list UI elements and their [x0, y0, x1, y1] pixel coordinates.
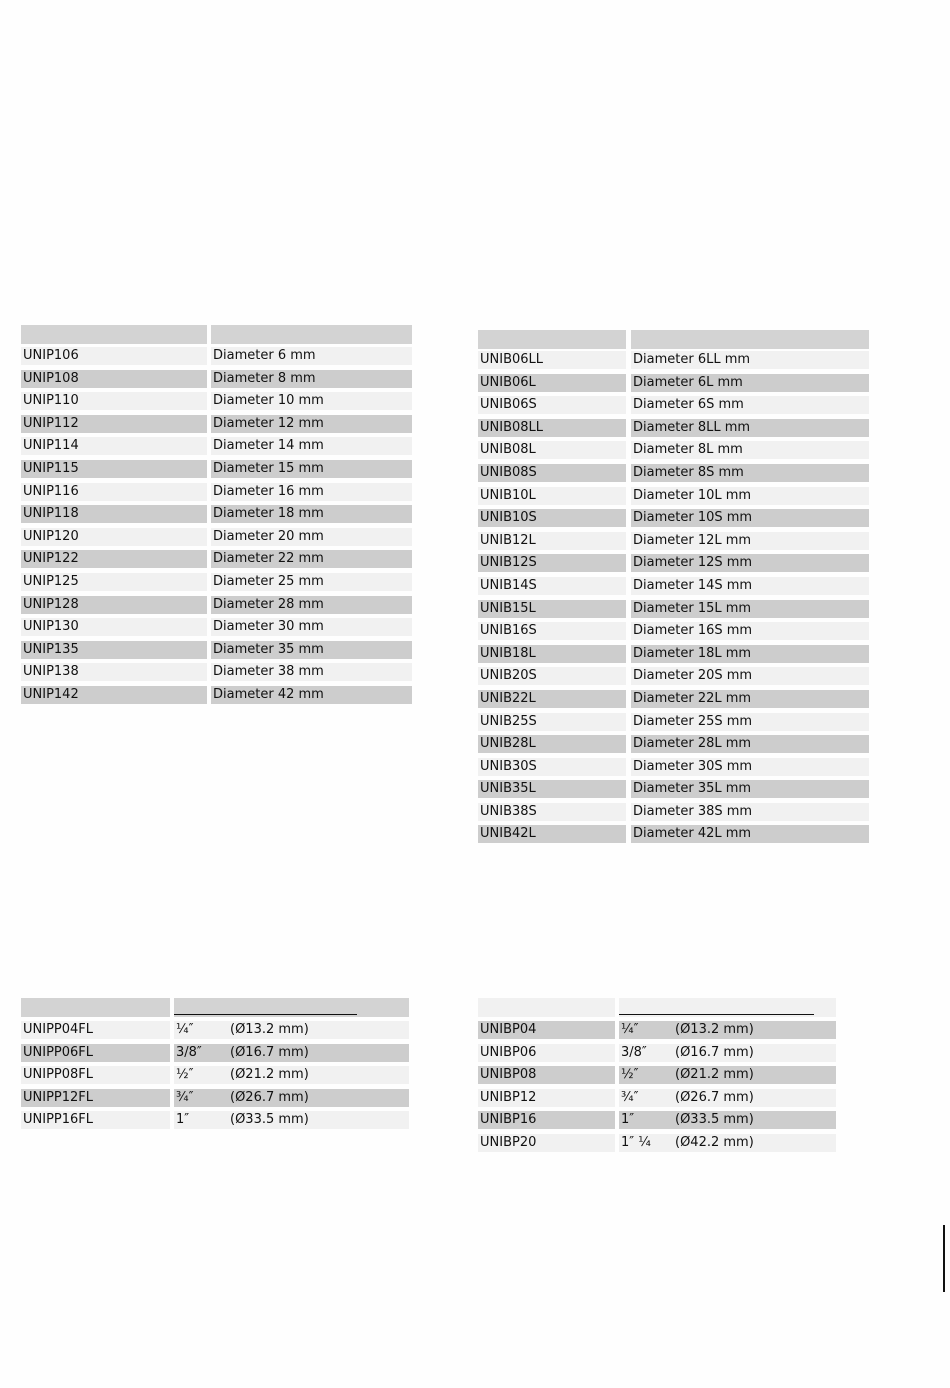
code-cell: UNIB12S	[478, 554, 626, 572]
description-cell: Diameter 42 mm	[211, 686, 412, 704]
description-cell: Diameter 38S mm	[631, 803, 869, 821]
description-cell: Diameter 22 mm	[211, 550, 412, 568]
code-cell: UNIP112	[21, 415, 207, 433]
description-cell: Diameter 35 mm	[211, 641, 412, 659]
size-cell	[619, 1134, 836, 1152]
size-diameter: (Ø21.2 mm)	[230, 1067, 309, 1083]
description-cell: Diameter 8 mm	[211, 370, 412, 388]
size-cell	[174, 1021, 409, 1039]
size-diameter: (Ø13.2 mm)	[230, 1022, 309, 1037]
size-inch: 1″	[621, 1112, 635, 1128]
description-cell: Diameter 20 mm	[211, 528, 412, 546]
size-diameter: (Ø33.5 mm)	[230, 1112, 309, 1128]
code-cell: UNIBP12	[478, 1089, 615, 1107]
code-cell: UNIPP06FL	[21, 1044, 170, 1062]
code-cell: UNIB15L	[478, 600, 626, 618]
description-cell: Diameter 25S mm	[631, 713, 869, 731]
code-cell: UNIP106	[21, 347, 207, 365]
code-cell: UNIPP16FL	[21, 1111, 170, 1129]
code-cell: UNIP114	[21, 437, 207, 455]
description-cell: Diameter 14S mm	[631, 577, 869, 595]
size-inch: ½″	[176, 1067, 194, 1083]
code-cell: UNIB16S	[478, 622, 626, 640]
code-cell: UNIB06L	[478, 374, 626, 392]
code-cell: UNIB08L	[478, 441, 626, 459]
size-diameter: (Ø21.2 mm)	[675, 1067, 754, 1083]
code-cell: UNIB10L	[478, 487, 626, 505]
code-cell: UNIPP04FL	[21, 1021, 170, 1039]
description-cell: Diameter 12 mm	[211, 415, 412, 433]
header-cell-description	[631, 330, 869, 349]
description-cell: Diameter 22L mm	[631, 690, 869, 708]
code-cell: UNIBP16	[478, 1111, 615, 1129]
header-cell-code	[478, 330, 626, 349]
code-cell: UNIB25S	[478, 713, 626, 731]
size-inch: 1″ ¼	[621, 1134, 651, 1150]
size-inch: ¼″	[176, 1022, 194, 1037]
size-diameter: (Ø26.7 mm)	[675, 1089, 754, 1105]
description-cell: Diameter 20S mm	[631, 667, 869, 685]
description-cell: Diameter 10 mm	[211, 392, 412, 410]
code-cell: UNIP135	[21, 641, 207, 659]
code-cell: UNIB06S	[478, 396, 626, 414]
size-inch: ¼″	[621, 1022, 639, 1037]
header-cell-code	[478, 998, 615, 1017]
code-cell: UNIP110	[21, 392, 207, 410]
description-cell: Diameter 28L mm	[631, 735, 869, 753]
description-cell: Diameter 30S mm	[631, 758, 869, 776]
code-cell: UNIB06LL	[478, 351, 626, 369]
size-inch: 3/8″	[621, 1044, 647, 1060]
description-cell: Diameter 18 mm	[211, 505, 412, 523]
description-cell: Diameter 15 mm	[211, 460, 412, 478]
code-cell: UNIP115	[21, 460, 207, 478]
size-diameter: (Ø42.2 mm)	[675, 1134, 754, 1150]
code-cell: UNIB30S	[478, 758, 626, 776]
size-inch: ½″	[621, 1067, 639, 1083]
description-cell: Diameter 6L mm	[631, 374, 869, 392]
code-cell: UNIB38S	[478, 803, 626, 821]
description-cell: Diameter 42L mm	[631, 825, 869, 843]
code-cell: UNIB20S	[478, 667, 626, 685]
code-cell: UNIBP20	[478, 1134, 615, 1152]
code-cell: UNIP118	[21, 505, 207, 523]
code-cell: UNIB08S	[478, 464, 626, 482]
description-cell: Diameter 10S mm	[631, 509, 869, 527]
description-cell: Diameter 8LL mm	[631, 419, 869, 437]
code-cell: UNIB28L	[478, 735, 626, 753]
size-cell	[174, 1044, 409, 1062]
description-cell: Diameter 28 mm	[211, 596, 412, 614]
description-cell: Diameter 16S mm	[631, 622, 869, 640]
size-cell	[619, 1021, 836, 1039]
code-cell: UNIPP12FL	[21, 1089, 170, 1107]
code-cell: UNIB08LL	[478, 419, 626, 437]
description-cell: Diameter 6S mm	[631, 396, 869, 414]
description-cell: Diameter 35L mm	[631, 780, 869, 798]
size-inch: 1″	[176, 1112, 190, 1128]
code-cell: UNIBP06	[478, 1044, 615, 1062]
code-cell: UNIP122	[21, 550, 207, 568]
description-cell: Diameter 38 mm	[211, 663, 412, 681]
size-cell	[174, 1111, 409, 1129]
code-cell: UNIP120	[21, 528, 207, 546]
size-cell	[619, 1044, 836, 1062]
header-cell-code	[21, 325, 207, 344]
description-cell: Diameter 25 mm	[211, 573, 412, 591]
description-cell: Diameter 30 mm	[211, 618, 412, 636]
description-cell: Diameter 16 mm	[211, 483, 412, 501]
description-cell: Diameter 12S mm	[631, 554, 869, 572]
description-cell: Diameter 14 mm	[211, 437, 412, 455]
code-cell: UNIP116	[21, 483, 207, 501]
description-cell: Diameter 8L mm	[631, 441, 869, 459]
code-cell: UNIP130	[21, 618, 207, 636]
code-cell: UNIPP08FL	[21, 1066, 170, 1084]
description-cell: Diameter 12L mm	[631, 532, 869, 550]
code-cell: UNIP142	[21, 686, 207, 704]
size-inch: 3/8″	[176, 1044, 202, 1060]
code-cell: UNIBP04	[478, 1021, 615, 1039]
description-cell: Diameter 10L mm	[631, 487, 869, 505]
description-cell: Diameter 15L mm	[631, 600, 869, 618]
size-diameter: (Ø33.5 mm)	[675, 1112, 754, 1128]
size-diameter: (Ø26.7 mm)	[230, 1089, 309, 1105]
code-cell: UNIBP08	[478, 1066, 615, 1084]
code-cell: UNIP138	[21, 663, 207, 681]
code-cell: UNIP125	[21, 573, 207, 591]
code-cell: UNIB18L	[478, 645, 626, 663]
code-cell: UNIP108	[21, 370, 207, 388]
code-cell: UNIB10S	[478, 509, 626, 527]
code-cell: UNIB22L	[478, 690, 626, 708]
code-cell: UNIB42L	[478, 825, 626, 843]
description-cell: Diameter 6 mm	[211, 347, 412, 365]
description-cell: Diameter 8S mm	[631, 464, 869, 482]
size-cell	[619, 1111, 836, 1129]
code-cell: UNIB14S	[478, 577, 626, 595]
header-cell-code	[21, 998, 170, 1017]
size-cell	[619, 1089, 836, 1107]
size-inch: ¾″	[621, 1089, 639, 1105]
description-cell: Diameter 18L mm	[631, 645, 869, 663]
header-cell-description	[211, 325, 412, 344]
size-diameter: (Ø16.7 mm)	[230, 1044, 309, 1060]
size-cell	[619, 1066, 836, 1084]
description-cell: Diameter 6LL mm	[631, 351, 869, 369]
size-inch: ¾″	[176, 1089, 194, 1105]
code-cell: UNIB12L	[478, 532, 626, 550]
size-cell	[174, 1066, 409, 1084]
size-diameter: (Ø13.2 mm)	[675, 1022, 754, 1037]
code-cell: UNIB35L	[478, 780, 626, 798]
size-diameter: (Ø16.7 mm)	[675, 1044, 754, 1060]
margin-rule	[943, 1225, 945, 1292]
header-underline	[619, 1014, 814, 1015]
header-underline	[174, 1014, 357, 1015]
size-cell	[174, 1089, 409, 1107]
code-cell: UNIP128	[21, 596, 207, 614]
